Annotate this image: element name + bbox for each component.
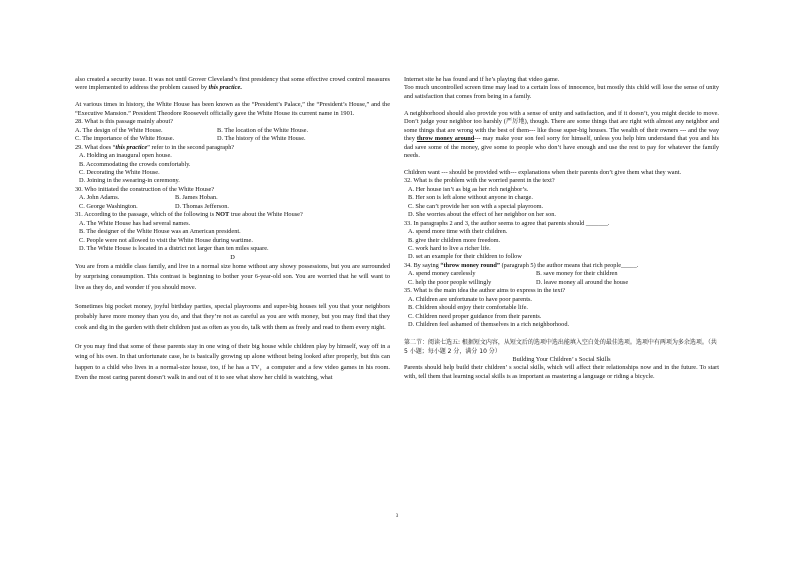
option: C. Decorating the White House. bbox=[79, 168, 160, 176]
option: A. Children are unfortunate to have poor parents. bbox=[408, 295, 532, 303]
option: A. The White House has had several names. bbox=[79, 219, 191, 227]
options-30-ab: A. John Adams. B. James Hoban. bbox=[79, 194, 218, 202]
left-column bbox=[75, 76, 390, 384]
option: D. Joining in the swearing-in ceremony. bbox=[79, 177, 180, 185]
option: B. Accommodating the crowds comfortably. bbox=[79, 160, 191, 168]
question-31: 31. According to the passage, which of the following is NOT true about the White House? bbox=[75, 211, 303, 219]
option: A. Her house isn’t as big as her rich neighbor’s. bbox=[408, 185, 529, 193]
option: D. Children feel ashamed of themselves in a rich neighborhood. bbox=[408, 321, 570, 329]
paragraph: Children want --- should be provided with--- explanations when their parents don’t give them what they want. bbox=[404, 168, 682, 176]
options-34-cd: C. help the poor people willingly D. leave money all around the house bbox=[408, 278, 629, 286]
section-heading-d: D bbox=[230, 253, 235, 261]
paragraph: Internet site he has found and if he’s playing that video game. bbox=[404, 76, 560, 83]
question-33: 33. In paragraphs 2 and 3, the author seems to agree that parents should _______. bbox=[404, 219, 610, 227]
paragraph: also created a security issue. It was not until Grover Cleveland’s first presidency that some effective crowd control measures were implemented to address the problem caused by this practice. bbox=[75, 76, 390, 92]
option: B. Her son is left alone without anyone in charge. bbox=[408, 194, 533, 202]
option: B. Children should enjoy their comfortable life. bbox=[408, 304, 528, 312]
options-28-ab: A. The design of the White House. B. The location of the White House. bbox=[75, 126, 309, 134]
question-28: 28. What is this passage mainly about? bbox=[75, 118, 173, 126]
options-30-cd: C. George Washington. D. Thomas Jefferson. bbox=[79, 202, 229, 210]
paragraph: Or you may find that some of these parents stay in one wing of their big house while children play by himself, way off in a wing of his own. In that unfortunate case, he is basically growing up alone without being looked after properly, but this can happen to a child who lives in a normal-size house, too, if he has a TV，a computer and a few video games in his room. Even the most caring parent doesn’t walk in and out of it to see what show her child is watching, what bbox=[75, 342, 390, 382]
option: B. give their children more freedom. bbox=[408, 236, 501, 244]
option: D. The White House is located in a district not larger than ten miles square. bbox=[79, 245, 269, 253]
paragraph: Too much uncontrolled screen time may lead to a certain loss of innocence, but mostly this child will lose the sense of unity and satisfaction that comes from being in a family. bbox=[404, 84, 719, 100]
paragraph: A neighborhood should also provide you with a sense of unity and satisfaction, and if it doesn’t, you might decide to move. Don’t judge your neighbor too harshly (严厉地), though. There are some things that are right with almost any neighbor and some things that are wrong with the best of them--- like those super-big houses. The wealth of their owners --- and the way they throw money around--- may make your son feel sorry for himself, unless you help him understand that you and his dad save some of the money, give some to people who don’t have enough and use the rest to pay for whatever the family needs. bbox=[404, 109, 719, 160]
passage-title: Building Your Children’ s Social Skills bbox=[512, 356, 611, 363]
option: D. She worries about the effect of her neighbor on her son. bbox=[408, 211, 556, 219]
question-29: 29. What does “this practice” refer to in the second paragraph? bbox=[75, 143, 235, 151]
option: A. Holding an inaugural open house. bbox=[79, 152, 172, 160]
emphasis-this-practice: this practice bbox=[208, 84, 241, 92]
section-2-instructions: 第二节：阅读七选五: 根据短文内容，从短文后的选项中选出能填入空白处的最佳选项。选项中有两项为多余选项。（共 5 小题；每小题 2 分，满分 10 分） bbox=[404, 339, 717, 355]
underlined-phrase: throw money around bbox=[416, 135, 475, 143]
option: C. She can’t provide her son with a special playroom. bbox=[408, 202, 544, 210]
page-number: 3 bbox=[395, 514, 399, 519]
right-column bbox=[404, 76, 719, 381]
paragraph: At various times in history, the White House has been known as the “President’s Palace,” the “President’s House,” and the “Executive Mansion.” President Theodore Roosevelt officially gave the White House its current name in 1901. bbox=[75, 101, 390, 117]
paragraph: You are from a middle class family, and live in a normal size home without any showy possessions, but you are surrounded by surprising consumption. This contrast is beginning to bother your 6-year-old son. You are worried that he will want to live as they do, and wonder if you should move. bbox=[75, 262, 390, 291]
paragraph: Sometimes big pocket money, joyful birthday parties, special playrooms and super-big houses tell you that your neighbors probably have more money than you do, and that they’re not as careful as you are with money, but you may find that they cook and dig in the garden with their children just as often as you do, talk with them as freely and read to them every night. bbox=[75, 302, 390, 331]
paragraph: Parents should help build their children’ s social skills, which will affect their relationships now and in the future. To start with, tell them that learning social skills is as important as mastering a language or riding a bicycle. bbox=[404, 364, 719, 380]
option: C. People were not allowed to visit the White House during wartime. bbox=[79, 236, 253, 244]
option: B. The designer of the White House was an American president. bbox=[79, 228, 241, 236]
question-32: 32. What is the problem with the worried parent in the text? bbox=[404, 177, 555, 185]
question-35: 35. What is the main idea the author aims to express in the text? bbox=[404, 287, 566, 295]
options-28-cd: C. The importance of the White House. D. The history of the White House. bbox=[75, 135, 306, 143]
options-34-ab: A. spend money carelessly B. save money for their children bbox=[408, 270, 618, 278]
question-34: 34. By saying “throw money round” (paragraph 5) the author means that rich people_____. bbox=[404, 261, 639, 269]
option: C. work hard to live a richer life. bbox=[408, 245, 491, 253]
option: A. spend more time with their children. bbox=[408, 228, 508, 236]
option: D. set an example for their children to follow bbox=[408, 253, 522, 261]
question-30: 30. Who initiated the construction of the White House? bbox=[75, 185, 215, 193]
option: C. Children need proper guidance from their parents. bbox=[408, 312, 542, 320]
